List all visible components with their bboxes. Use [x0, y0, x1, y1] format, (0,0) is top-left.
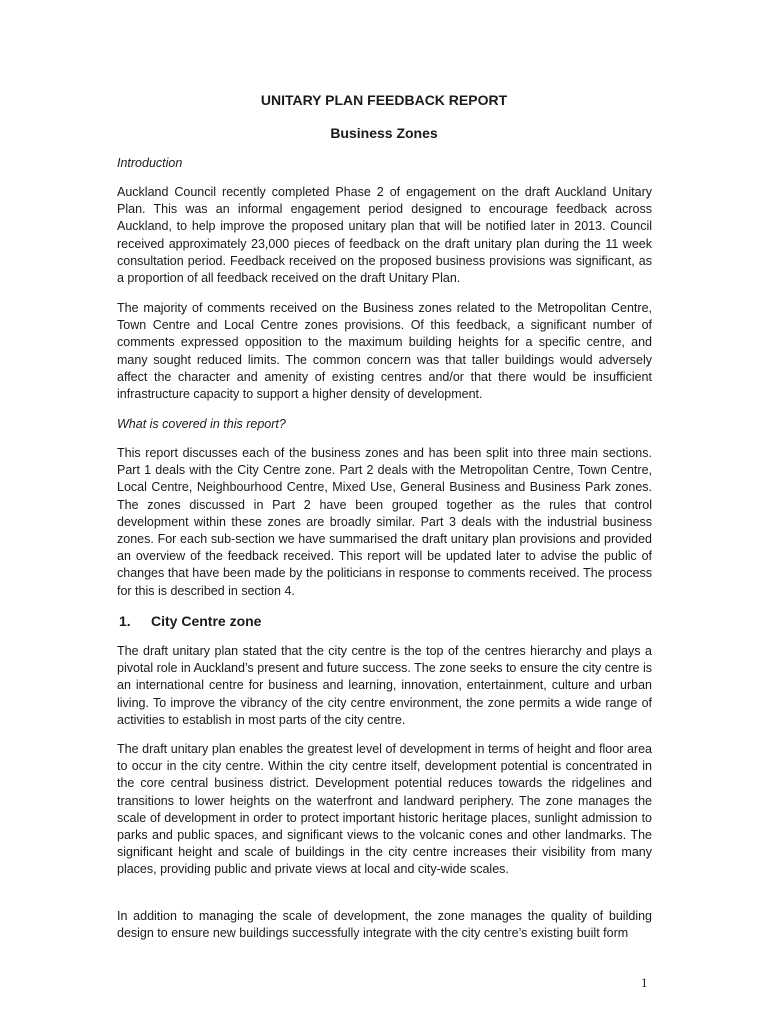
intro-paragraph-1: Auckland Council recently completed Phase 2 of engagement on the draft Auckland Unitary Plan. This was an informal engagement period designed to encourage feedback across Auckland, to help improve the proposed unitary plan that will be notified later in 2013. Council received approximately 23,000 pieces of feedback on the draft unitary plan during the 11 week consultation period. Feedback received on the proposed business provisions was significant, as a proportion of all feedback received on the draft Unitary Plan. — [117, 185, 652, 286]
page-number: 1 — [641, 975, 648, 990]
intro-paragraph-2: The majority of comments received on the Business zones related to the Metropolitan Centre, Town Centre and Local Centre zones provisions. Of this feedback, a significant number of comments expressed opposition to the maximum building heights for a specific centre, and many sought reduced limits. The common concern was that taller buildings would adversely affect the character and amenity of existing centres and/or that there would be insufficient infrastructure capacity to support a higher density of development. — [117, 301, 652, 402]
section-1-paragraph-3: In addition to managing the scale of development, the zone manages the quality of building design to ensure new buildings successfully integrate with the city centre’s existing built form — [117, 909, 652, 941]
section-1-paragraph-1: The draft unitary plan stated that the city centre is the top of the centres hierarchy and plays a pivotal role in Auckland’s present and future success. The zone seeks to ensure the city centre is an international centre for business and learning, innovation, entertainment, culture and urban living. To improve the vibrancy of the city centre environment, the zone permits a wide range of activities to establish in most parts of the city centre. — [117, 644, 652, 727]
section-1-number: 1. — [119, 613, 131, 629]
introduction-heading: Introduction — [117, 156, 183, 170]
section-1-paragraph-2: The draft unitary plan enables the greatest level of development in terms of height and floor area to occur in the city centre. Within the city centre itself, development potential is concentrated in the core central business district. Development potential reduces towards the ridgelines and transitions to lower heights on the waterfront and landward periphery. The zone manages the scale of development in order to protect important historic heritage places, sunlight admission to parks and public spaces, and significant views to the volcanic cones and other landmarks. The significant height and scale of buildings in the city centre increases their visibility from many places, providing public and private views at local and city-wide scales. — [117, 742, 652, 877]
section-1-heading — [117, 612, 652, 630]
section-1-title: City Centre zone — [151, 613, 262, 629]
document-title: UNITARY PLAN FEEDBACK REPORT — [260, 92, 508, 108]
document-subtitle: Business Zones — [330, 125, 438, 141]
coverage-paragraph: This report discusses each of the business zones and has been split into three main sections. Part 1 deals with the City Centre zone. Part 2 deals with the Metropolitan Centre, Town Centre, Local Centre, Neighbourhood Centre, Mixed Use, General Business and Business Park zones. The zones discussed in Part 2 have been grouped together as the rules that control development within these zones are broadly similar. Part 3 deals with the industrial business zones. For each sub-section we have summarised the draft unitary plan provisions and provided an overview of the feedback received. This report will be updated later to advise the public of changes that have been made by the politicians in response to comments received. The process for this is described in section 4. — [117, 446, 652, 598]
coverage-heading: What is covered in this report? — [117, 417, 286, 431]
